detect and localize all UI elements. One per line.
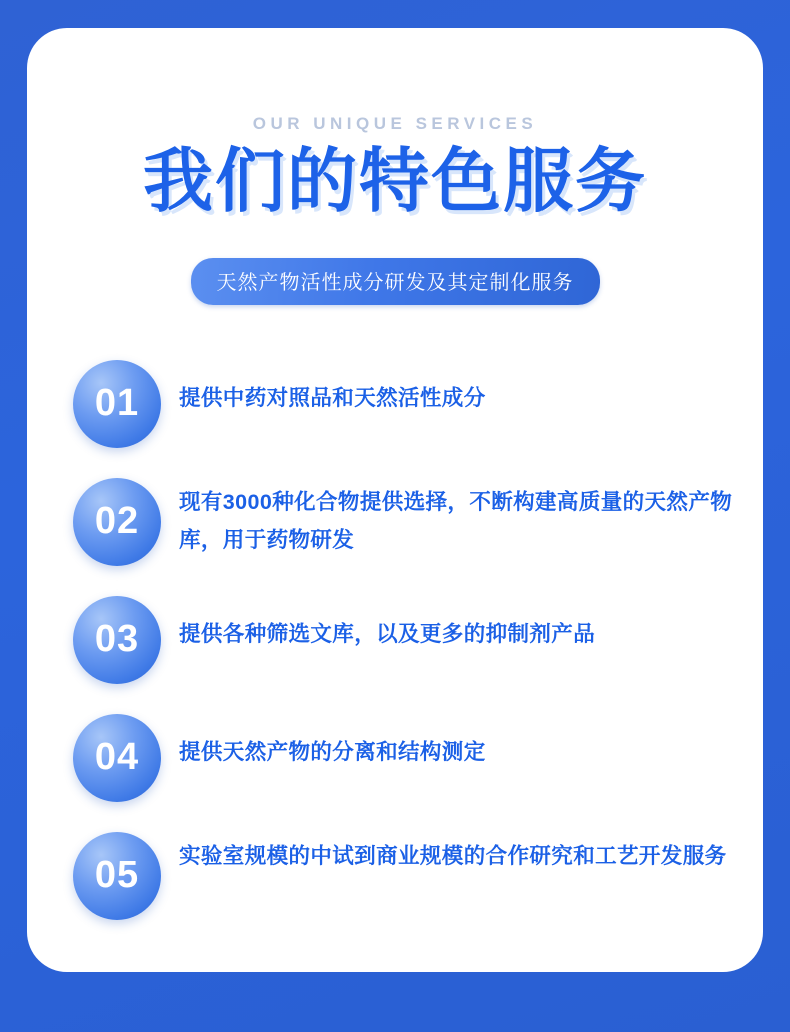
service-number: 04 bbox=[94, 736, 140, 778]
service-number: 03 bbox=[94, 618, 140, 660]
content-card bbox=[27, 28, 763, 972]
services-list bbox=[27, 358, 763, 948]
service-number: 01 bbox=[94, 382, 140, 424]
service-number-badge bbox=[73, 714, 161, 802]
service-number: 02 bbox=[94, 500, 140, 542]
service-number: 05 bbox=[94, 854, 140, 896]
service-number-badge bbox=[73, 360, 161, 448]
eyebrow-text: OUR UNIQUE SERVICES bbox=[252, 114, 538, 133]
service-number-badge bbox=[73, 832, 161, 920]
service-number-badge bbox=[73, 478, 161, 566]
list-item bbox=[27, 830, 763, 948]
subtitle-badge: 天然产物活性成分研发及其定制化服务 bbox=[191, 258, 600, 305]
service-text: 提供各种筛选文库，以及更多的抑制剂产品 bbox=[179, 622, 596, 646]
list-item bbox=[27, 358, 763, 476]
subtitle-container bbox=[27, 258, 763, 305]
list-item bbox=[27, 712, 763, 830]
page-title: 我们的特色服务 bbox=[143, 142, 647, 220]
service-text: 提供天然产物的分离和结构测定 bbox=[179, 740, 486, 764]
service-text: 提供中药对照品和天然活性成分 bbox=[179, 386, 486, 410]
list-item bbox=[27, 476, 763, 594]
service-text: 实验室规模的中试到商业规模的合作研究和工艺开发服务 bbox=[179, 844, 727, 868]
service-text: 现有3000种化合物提供选择，不断构建高质量的天然产物库，用于药物研发 bbox=[179, 490, 733, 552]
service-number-badge bbox=[73, 596, 161, 684]
list-item bbox=[27, 594, 763, 712]
